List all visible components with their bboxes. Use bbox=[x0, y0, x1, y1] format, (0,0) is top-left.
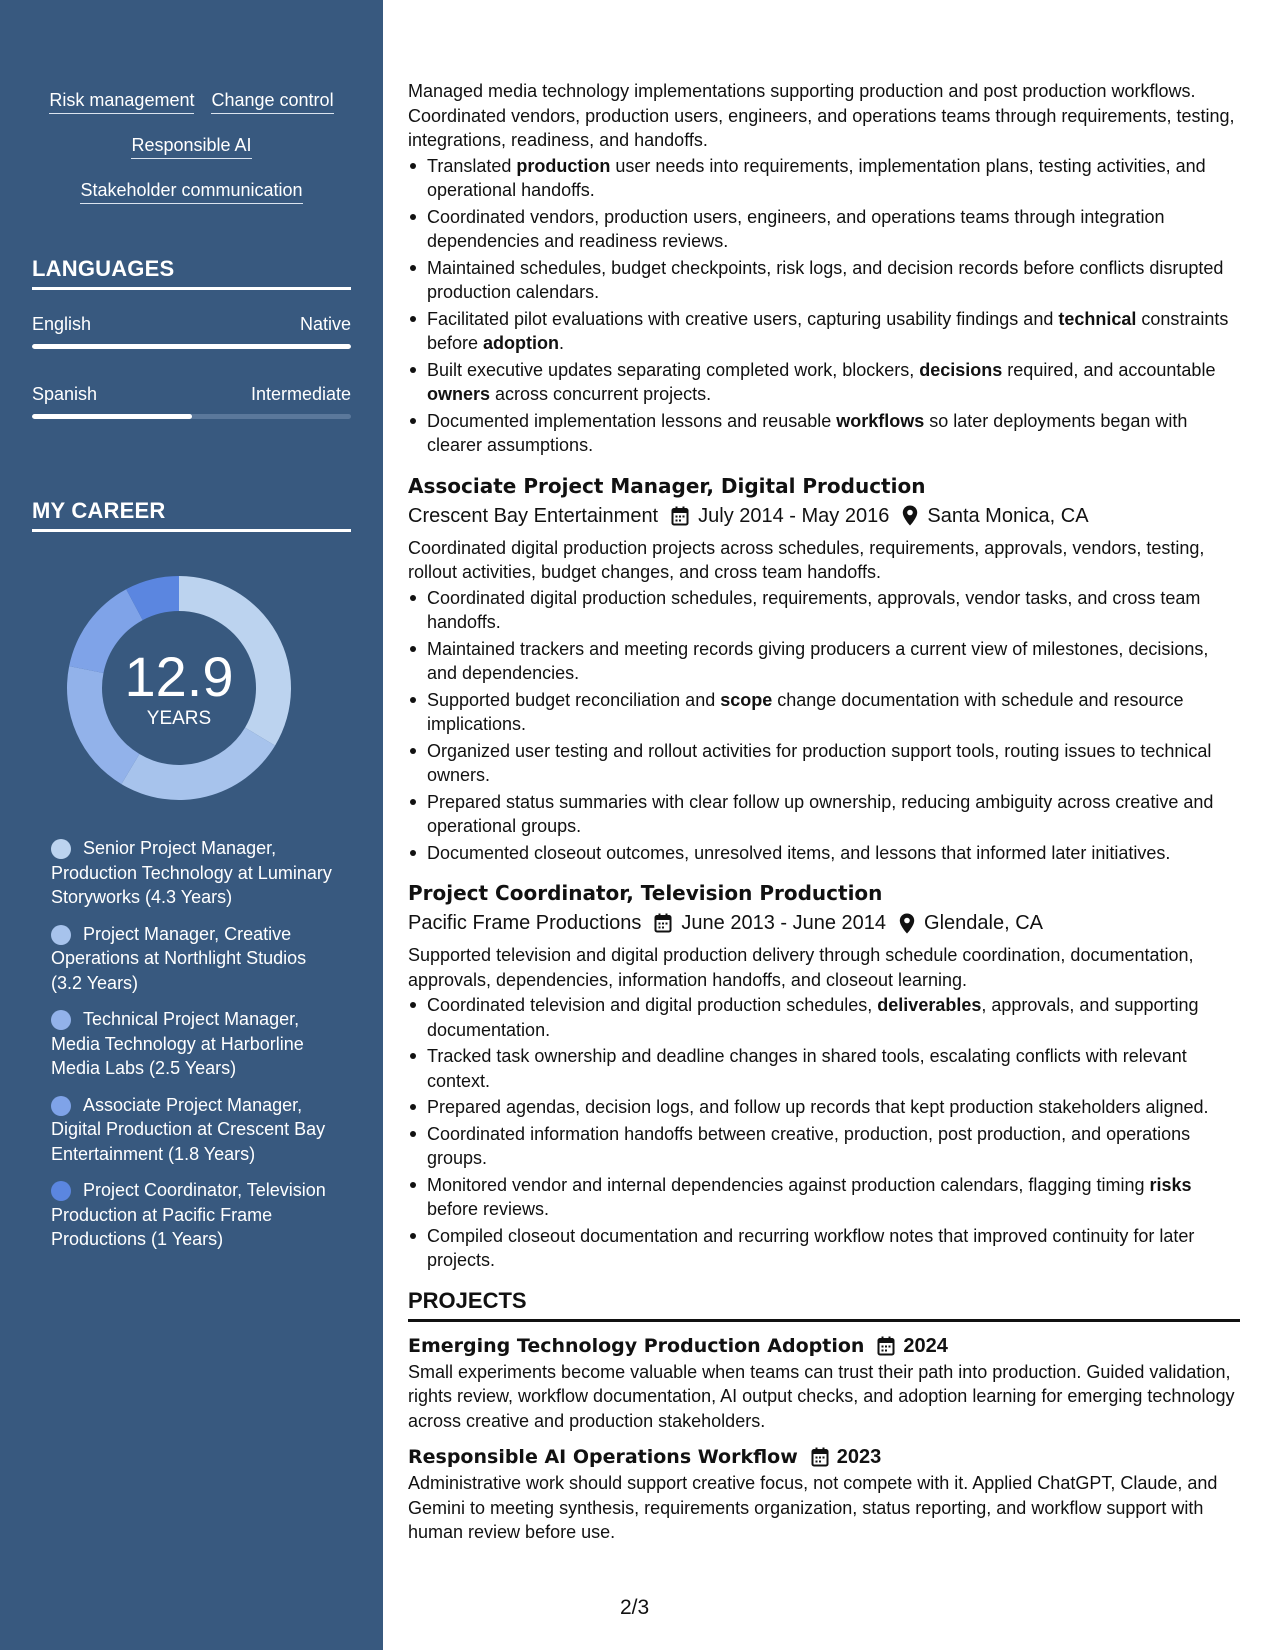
language-proficiency-fill bbox=[32, 344, 351, 349]
company-name: Pacific Frame Productions bbox=[408, 912, 642, 934]
career-donut-chart bbox=[66, 575, 292, 801]
language-name: English bbox=[32, 314, 92, 334]
legend-dot bbox=[51, 1010, 71, 1030]
language-level: Intermediate bbox=[250, 384, 351, 404]
career-legend-item bbox=[51, 1093, 341, 1167]
skill-tag: Stakeholder communication bbox=[80, 179, 302, 204]
job-dates: June 2013 - June 2014 bbox=[681, 912, 887, 934]
bullet-item: Documented implementation lessons and reusable workflows so later deployments began with clearer assumptions. bbox=[408, 409, 1240, 458]
project-title: Emerging Technology Production Adoption bbox=[408, 1334, 865, 1357]
languages-heading: LANGUAGES bbox=[32, 256, 351, 290]
job-summary: Coordinated digital production projects across schedules, requirements, approvals, vendors, testing, rollout activities, budget changes, and cross team handoffs. bbox=[408, 537, 1205, 582]
project-description: Small experiments become valuable when teams can trust their path into production. Guided validation, rights review, workflow documentation, AI output checks, and adoption learning for emerging technology across creative and production stakeholders. bbox=[408, 1361, 1235, 1431]
bullet-item: Compiled closeout documentation and recurring workflow notes that improved continuity for later projects. bbox=[408, 1224, 1240, 1273]
job-location: Santa Monica, CA bbox=[927, 504, 1089, 527]
language-row bbox=[32, 384, 351, 405]
bullet-item: Prepared status summaries with clear follow up ownership, reducing ambiguity across creative and operational groups. bbox=[408, 790, 1240, 839]
job-dates: July 2014 - May 2016 bbox=[698, 504, 890, 527]
calendar-icon bbox=[877, 1336, 895, 1356]
career-legend-text: Project Manager, Creative Operations at Northlight Studios (3.2 Years) bbox=[51, 923, 307, 993]
project-year: 2024 bbox=[903, 1334, 948, 1357]
career-legend bbox=[51, 836, 341, 1264]
skills-row-2 bbox=[0, 134, 383, 159]
company-name: Crescent Bay Entertainment bbox=[408, 504, 659, 527]
legend-dot bbox=[51, 1181, 71, 1201]
project-title-row bbox=[408, 1332, 1240, 1360]
calendar-icon bbox=[811, 1447, 829, 1467]
language-proficiency-bar bbox=[32, 344, 351, 349]
bullet-item: Translated production user needs into requirements, implementation plans, testing activities, and operational handoffs. bbox=[408, 154, 1240, 203]
skill-tag: Change control bbox=[211, 89, 333, 114]
legend-dot bbox=[51, 925, 71, 945]
job-meta bbox=[408, 909, 1240, 937]
skills-row-3 bbox=[0, 179, 383, 204]
skills-row-1 bbox=[0, 89, 383, 114]
career-legend-item bbox=[51, 1007, 341, 1081]
legend-dot bbox=[51, 839, 71, 859]
project-description: Administrative work should support creative focus, not compete with it. Applied ChatGPT, Claude, and Gemini to meeting synthesis, requirements organization, status reporting, and workflow support with human review before use. bbox=[408, 1473, 1218, 1542]
bullet-item: Monitored vendor and internal dependencies against production calendars, flagging timing risks before reviews. bbox=[408, 1173, 1240, 1222]
job-summary: Supported television and digital production delivery through schedule coordination, documentation, approvals, dependencies, information handoffs, and closeout learning. bbox=[408, 945, 1194, 990]
main-content bbox=[408, 79, 1240, 1545]
page-number: 2/3 bbox=[620, 1596, 650, 1619]
calendar-icon bbox=[671, 506, 689, 526]
job-title: Associate Project Manager, Digital Production bbox=[408, 473, 926, 498]
career-legend-text: Project Coordinator, Television Production at Pacific Frame Productions (1 Years) bbox=[51, 1180, 326, 1249]
bullet-item: Prepared agendas, decision logs, and follow up records that kept production stakeholders aligned. bbox=[408, 1095, 1240, 1120]
bullet-item: Facilitated pilot evaluations with creative users, capturing usability findings and technical constraints before adoption. bbox=[408, 307, 1240, 356]
map-pin-icon bbox=[902, 505, 918, 526]
bullet-item: Organized user testing and rollout activities for production support tools, routing issues to technical owners. bbox=[408, 739, 1240, 788]
bullet-item: Tracked task ownership and deadline changes in shared tools, escalating conflicts with relevant context. bbox=[408, 1044, 1240, 1093]
bullet-item: Coordinated digital production schedules, requirements, approvals, vendor tasks, and cross team handoffs. bbox=[408, 586, 1240, 635]
skill-tag: Risk management bbox=[49, 89, 194, 114]
bullet-item: Coordinated information handoffs between creative, production, post production, and operations groups. bbox=[408, 1122, 1240, 1171]
career-legend-text: Senior Project Manager, Production Technology at Luminary Storyworks (4.3 Years) bbox=[51, 838, 332, 907]
language-level: Native bbox=[299, 314, 351, 334]
bullet-item: Maintained trackers and meeting records giving producers a current view of milestones, decisions, and dependencies. bbox=[408, 637, 1240, 686]
bullet-item: Supported budget reconciliation and scope change documentation with schedule and resource implications. bbox=[408, 688, 1240, 737]
donut-segment bbox=[121, 728, 275, 800]
career-legend-text: Associate Project Manager, Digital Production at Crescent Bay Entertainment (1.8 Years) bbox=[51, 1094, 326, 1164]
career-total-years: 12.9 bbox=[124, 645, 234, 708]
bullet-item: Coordinated television and digital production schedules, deliverables, approvals, and supporting documentation. bbox=[408, 993, 1240, 1042]
bullet-item: Coordinated vendors, production users, engineers, and operations teams through integration dependencies and readiness reviews. bbox=[408, 205, 1240, 254]
sidebar bbox=[0, 0, 383, 1650]
skill-tag: Responsible AI bbox=[131, 134, 251, 159]
role-bullets bbox=[408, 154, 1240, 458]
career-legend-item bbox=[51, 836, 341, 910]
language-proficiency-bar bbox=[32, 414, 351, 419]
career-legend-item bbox=[51, 1178, 341, 1252]
job-title: Project Coordinator, Television Production bbox=[408, 881, 883, 905]
language-proficiency-fill bbox=[32, 414, 192, 419]
job-bullets bbox=[408, 586, 1240, 866]
career-heading: MY CAREER bbox=[32, 498, 351, 532]
project-title: Responsible AI Operations Workflow bbox=[408, 1446, 798, 1468]
map-pin-icon bbox=[899, 913, 915, 934]
bullet-item: Built executive updates separating completed work, blockers, decisions required, and accountable owners across concurrent projects. bbox=[408, 358, 1240, 407]
legend-dot bbox=[51, 1096, 71, 1116]
bullet-item: Documented closeout outcomes, unresolved items, and lessons that informed later initiatives. bbox=[408, 841, 1240, 866]
career-total-unit: YEARS bbox=[146, 708, 212, 729]
job-meta bbox=[408, 502, 1240, 530]
role-summary: Managed media technology implementations supporting production and post production workflows. Coordinated vendors, production users, engineers, and operations teams through requirements, testing, integrations, readiness, and handoffs. bbox=[408, 81, 1235, 150]
job-location: Glendale, CA bbox=[924, 912, 1043, 934]
career-legend-text: Technical Project Manager, Media Technology at Harborline Media Labs (2.5 Years) bbox=[51, 1009, 304, 1078]
project-title-row bbox=[408, 1443, 1240, 1471]
career-legend-item bbox=[51, 922, 341, 996]
project-year: 2023 bbox=[836, 1446, 882, 1468]
bullet-item: Maintained schedules, budget checkpoints, risk logs, and decision records before conflicts disrupted production calendars. bbox=[408, 256, 1240, 305]
calendar-icon bbox=[654, 913, 672, 933]
language-name: Spanish bbox=[32, 384, 98, 404]
projects-heading: PROJECTS bbox=[408, 1287, 1240, 1322]
language-row bbox=[32, 314, 351, 335]
job-bullets bbox=[408, 993, 1240, 1273]
